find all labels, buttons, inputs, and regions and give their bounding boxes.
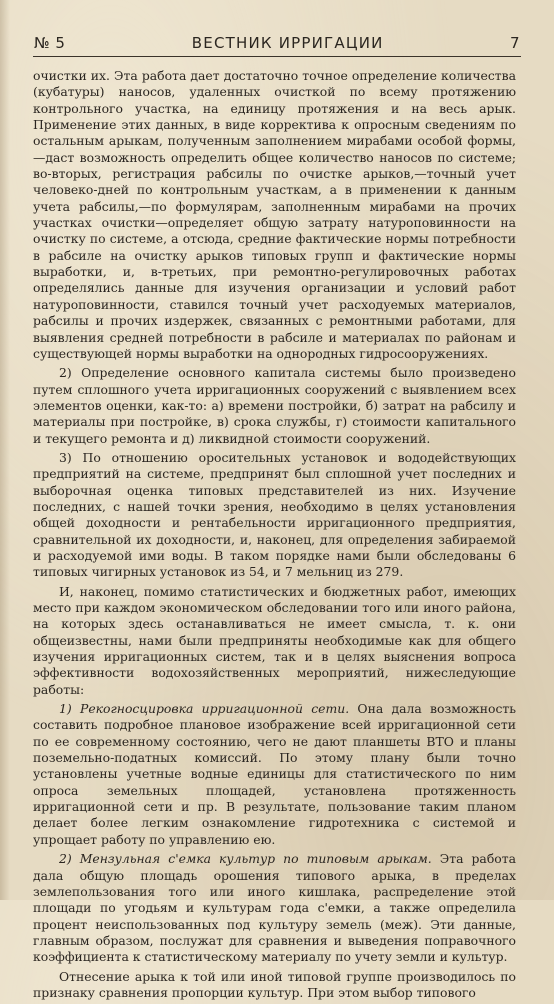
paragraph-text: Эта работа дала общую площадь орошения типового арыка, в пределах землепользования того или иного кишлака, распределение этой площади по угодьям и культурам года с'емки, а также определила процент неиспользованных под культуру земель (меж). Эти данные, главным образом, послужат для сравнения и выведения поправочного коэффициента к статистическому материалу по учету земли и культур.: [33, 851, 516, 965]
header-rule: [33, 56, 521, 57]
article-body: [33, 68, 516, 1004]
paragraph-7: [33, 969, 516, 1002]
paragraph-text: 2) Определение основного капитала системы было произведено путем сплошного учета ирригационных сооружений с выявлением всех элементов оценки, как-то: а) времени постройки, б) затрат на рабсилу и материалы при постройке, в) срока службы, г) стоимости капитального и текущего ремонта и д) ликвидной стоимости сооружений.: [33, 365, 516, 446]
paragraph-text: очистки их. Эта работа дает достаточно точное определение количества (кубатуры) наносов, удаленных очисткой по всему протяжению контрольного участка, на единицу протяжения и на весь арык. Применение этих данных, в виде корректива к опросным сведениям по остальным арыкам, полученным заполнением мирабами особой формы,—даст возможность определить общее количество наносов по системе; во-вторых, регистрация рабсилы по очистке арыков,—точный учет человеко-дней по контрольным участкам, а в применении к данным учета рабсилы,—по формулярам, заполненным мирабами на прочих участках очистки—определяет общую затрату натуроповинности на очистку по системе, а отсюда, средние фактические нормы потребности в рабсиле на очистку арыков типовых групп и фактические нормы выработки, и, в-третьих, при ремонтно-регулировочных работах определялись данные для изучения организации и условий работ натуроповинности, ставился точный учет расходуемых материалов, рабсилы и прочих издержек, связанных с ремонтными работами, для выявления средней потребности в рабсиле и материалах по районам и существующей нормы выработки на однородных гидросооружениях.: [33, 68, 516, 361]
paragraph-3: [33, 450, 516, 581]
paragraph-text: Она дала возможность составить подробное плановое изображение всей ирригационной сети по ее современному состоянию, чего не дают планшеты ВТО и планы поземельно-податных комиссий. По этому плану были точно установлены учетные водные единицы для статистического по ним опроса земельных площадей, установлена протяженность ирригационной сети и пр. В результате, пользование таким планом делает более легким ознакомление гидротехника с системой и упрощает работу по управлению ею.: [33, 701, 516, 847]
section-heading-crop-survey: 2) Мензульная с'емка культур по типовым арыкам.: [59, 851, 432, 867]
paragraph-1: [33, 68, 516, 362]
paragraph-5: [33, 701, 516, 848]
journal-title: ВЕСТНИК ИРРИГАЦИИ: [191, 34, 384, 52]
paragraph-text: 3) По отношению оросительных установок и вододействующих предприятий на системе, предпринят был сплошной учет последних и выборочная оценка типовых представителей из них. Изучение последних, с нашей точки зрения, необходимо в целях установления общей доходности и рентабельности ирригационного предприятия, сравнительной их доходности, и, наконец, для определения забираемой и расходуемой ими воды. В таком порядке нами были обследованы 6 типовых чигирных установок из 54, и 7 мельниц из 279.: [33, 449, 516, 580]
issue-number: № 5: [34, 34, 66, 52]
paragraph-2: [33, 365, 516, 447]
page-number: 7: [509, 34, 520, 52]
paragraph-text: Отнесение арыка к той или иной типовой группе производилось по признаку сравнения пропорции культур. При этом выбор типового: [33, 968, 516, 1000]
page-edge-shadow: [0, 0, 10, 900]
paragraph-4: [33, 584, 516, 698]
paragraph-6: [33, 851, 516, 965]
running-header: [34, 34, 520, 54]
section-heading-reconnaissance: 1) Рекогносцировка ирригационной сети.: [59, 701, 350, 717]
paragraph-text: И, наконец, помимо статистических и бюджетных работ, имеющих место при каждом экономическом обследовании того или иного района, на которых здесь останавливаться не имеет смысла, т. к. они общеизвестны, нами были предприняты необходимые как для общего изучения ирригационных систем, так и в целях выяснения вопроса эффективности водохозяйственных мероприятий, нижеследующие работы:: [33, 583, 516, 697]
